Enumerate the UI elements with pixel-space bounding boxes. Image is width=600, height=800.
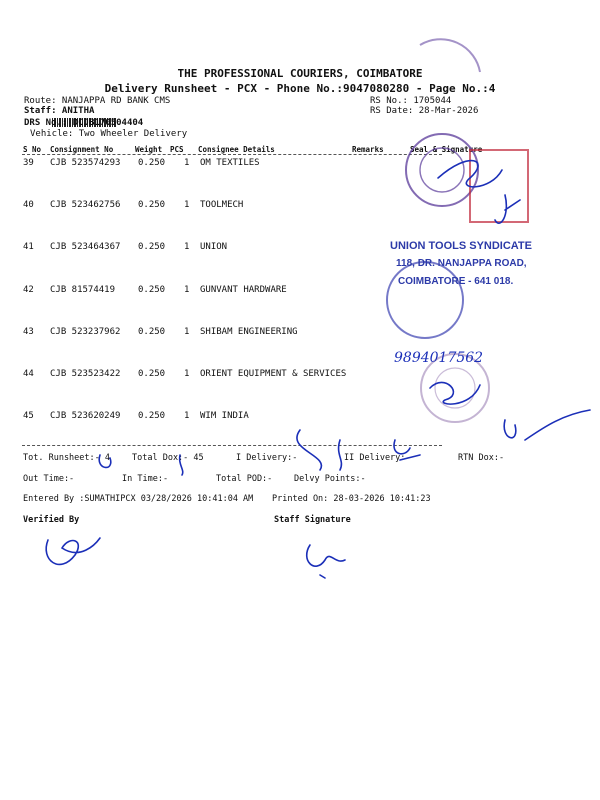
staff-signature [307,545,345,578]
vehicle-label: Vehicle: Two Wheeler Delivery [30,129,188,139]
row-consignee: GUNVANT HARDWARE [200,285,287,295]
col-weight: Weight [135,145,163,154]
total-dox: Total Dox:- 45 [132,453,204,463]
rtn-dox: RTN Dox:- [458,453,505,463]
staff-label: Staff: ANITHA [24,106,95,116]
row-consignee: ORIENT EQUIPMENT & SERVICES [200,369,347,379]
row-pcs: 1 [184,411,190,421]
row-sno: 43 [23,327,34,337]
row-consignee: SHIBAM ENGINEERING [200,327,298,337]
row-consignment: CJB 523574293 [50,158,121,168]
row-weight: 0.250 [138,200,166,210]
total-pod: Total POD:- [216,474,273,484]
row-consignment: CJB 523464367 [50,242,121,252]
signature-scribble [394,440,420,460]
row-sno: 39 [23,158,34,168]
entered-by: Entered By :SUMATHIPCX 03/28/2026 10:41:04 AM [23,494,254,504]
in-time: In Time:- [122,474,169,484]
signature-scribble [495,195,520,223]
row-sno: 40 [23,200,34,210]
runsheet-subtitle: Delivery Runsheet - PCX - Phone No.:9047080280 - Page No.:4 [104,82,496,95]
route-label: Route: NANJAPPA RD BANK CMS [24,96,171,106]
row-weight: 0.250 [138,242,166,252]
delivery-points: Delvy Points:- [294,474,366,484]
signature-scribble [297,430,342,470]
row-weight: 0.250 [138,411,166,421]
row-consignment: CJB 81574419 [50,285,116,295]
row-consignee: WIM INDIA [200,411,249,421]
i-delivery: I Delivery:- [236,453,298,463]
union-stamp-line2: 118, DR. NANJAPPA ROAD, [396,258,527,269]
rs-number: RS No.: 1705044 [370,96,452,106]
printed-on: Printed On: 28-03-2026 10:41:23 [272,494,431,504]
signature-scribble [430,382,480,404]
union-stamp-line1: UNION TOOLS SYNDICATE [390,240,532,252]
company-title: THE PROFESSIONAL COURIERS, COIMBATORE [177,67,423,80]
row-sno: 42 [23,285,34,295]
row-pcs: 1 [184,369,190,379]
total-runsheet: Tot. Runsheet:- 4 [23,453,110,463]
verified-signature [46,538,100,564]
row-sno: 44 [23,369,34,379]
row-pcs: 1 [184,327,190,337]
row-sno: 41 [23,242,34,252]
row-consignment: CJB 523462756 [50,200,121,210]
row-consignment: CJB 523620249 [50,411,121,421]
row-consignment: CJB 523237962 [50,327,121,337]
partial-seal-icon [420,39,480,72]
drs-number: DRS No.: DCJB170504404 [24,118,144,128]
staff-signature-label: Staff Signature [274,515,351,525]
signature-scribble [99,455,183,475]
row-consignee: UNION [200,242,228,252]
out-time: Out Time:- [23,474,75,484]
row-consignment: CJB 523523422 [50,369,121,379]
col-pcs: PCS [170,145,184,154]
row-pcs: 1 [184,200,190,210]
row-pcs: 1 [184,285,190,295]
union-stamp-line3: COIMBATORE - 641 018. [398,276,514,287]
row-weight: 0.250 [138,369,166,379]
col-remarks: Remarks [352,145,384,154]
col-consignment: Consignment No [50,145,114,154]
ii-delivery: II Delivery:- [344,453,411,463]
col-seal-signature: Seal & Signature [410,145,483,154]
rs-date: RS Date: 28-Mar-2026 [370,106,479,116]
signature-scribble [504,410,590,440]
row-weight: 0.250 [138,285,166,295]
handwritten-phone: 9894017562 [394,350,484,366]
col-sno: S No [23,145,42,154]
courier-round-stamp [406,134,478,206]
row-pcs: 1 [184,242,190,252]
row-consignee: OM TEXTILES [200,158,260,168]
col-consignee: Consignee Details [198,145,275,154]
verified-by-label: Verified By [23,515,80,525]
row-consignee: TOOLMECH [200,200,244,210]
union-round-seal [387,262,463,338]
row-weight: 0.250 [138,158,166,168]
row-pcs: 1 [184,158,190,168]
row-sno: 45 [23,411,34,421]
row-weight: 0.250 [138,327,166,337]
